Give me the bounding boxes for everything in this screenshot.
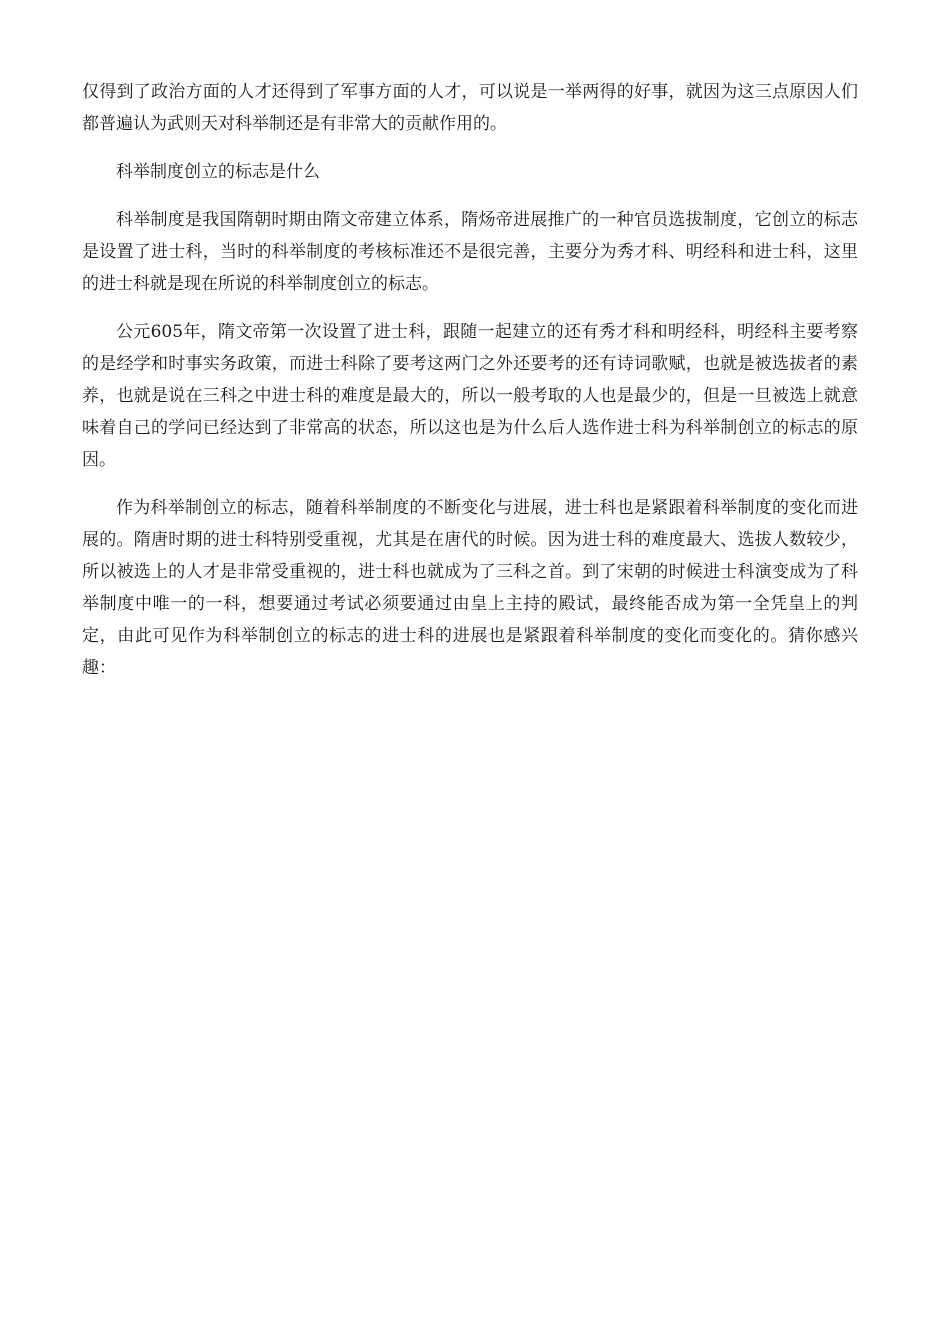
document-body: [82, 76, 858, 700]
paragraph-keju-origin: 科举制度是我国隋朝时期由隋文帝建立体系，隋炀帝进展推广的一种官员选拔制度，它创立的标志是设置了进士科，当时的科举制度的考核标准还不是很完善，主要分为秀才科、明经科和进士科，这里的进士科就是现在所说的科举制度创立的标志。: [82, 210, 858, 294]
paragraph-jinshi-development: 作为科举制创立的标志，随着科举制度的不断变化与进展，进士科也是紧跟着科举制度的变化而进展的。隋唐时期的进士科特别受重视，尤其是在唐代的时候。因为进士科的难度最大、选拔人数较少，所以被选上的人才是非常受重视的，进士科也就成为了三科之首。到了宋朝的时候进士科演变成为了科举制度中唯一的一科，想要通过考试必须要通过由皇上主持的殿试，最终能否成为第一全凭皇上的判定，由此可见作为科举制创立的标志的进士科的进展也是紧跟着科举制度的变化而变化的。猜你感兴趣：: [82, 498, 858, 678]
paragraph-continuation: 仅得到了政治方面的人才还得到了军事方面的人才，可以说是一举两得的好事，就因为这三点原因人们都普遍认为武则天对科举制还是有非常大的贡献作用的。: [82, 82, 858, 134]
section-heading: 科举制度创立的标志是什么: [116, 162, 320, 182]
paragraph-605-ad: 公元605年，隋文帝第一次设置了进士科，跟随一起建立的还有秀才科和明经科，明经科主要考察的是经学和时事实务政策，而进士科除了要考这两门之外还要考的还有诗词歌赋，也就是被选拔者的素养，也就是说在三科之中进士科的难度是最大的，所以一般考取的人也是最少的，但是一旦被选上就意味着自己的学问已经达到了非常高的状态，所以这也是为什么后人选作进士科为科举制创立的标志的原因。: [82, 322, 858, 470]
